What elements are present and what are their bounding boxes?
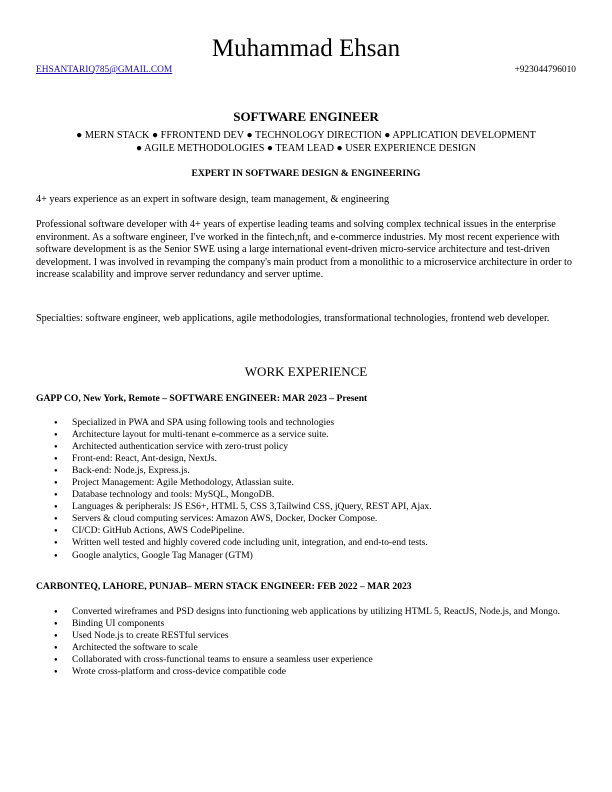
summary-paragraph: 4+ years experience as an expert in software design, team management, & engineering: [36, 194, 390, 205]
list-item: ● Architected authentication service with zero-trust policy: [36, 441, 566, 453]
candidate-name: Muhammad Ehsan: [211, 35, 401, 62]
summary-paragraph: Professional software developer with 4+ years of expertise leading teams and solving complex technical issues in the enterprise environment. As a software engineer, I've worked in the fintech,nft, and e-commerce industries. My most recent experience with software development is as the Senior SWE using a large international event-driven micro-service architecture and test-driven development. I was involved in revamping the company's main product from a monolithic to a microservice architecture in order to increase scalability and improve server redundancy and server uptime.: [36, 219, 572, 281]
expertise-subtitle: EXPERT IN SOFTWARE DESIGN & ENGINEERING: [191, 168, 421, 179]
skills-list: [36, 129, 576, 155]
phone-number: +923044796010: [514, 65, 576, 75]
list-item: ● Servers & cloud computing services: Amazon AWS, Docker, Docker Compose.: [36, 513, 566, 525]
list-item: ● Converted wireframes and PSD designs into functioning web applications by utilizing HTML 5, ReactJS, Node.js, and Mongo.: [36, 606, 566, 618]
list-item: ● Languages & peripherals: JS ES6+, HTML 5, CSS 3,Tailwind CSS, jQuery, REST API, Ajax.: [36, 501, 566, 513]
work-experience-heading: WORK EXPERIENCE: [244, 364, 368, 379]
list-item: ● Front-end: React, Ant-design, NextJs.: [36, 453, 566, 465]
email-link[interactable]: EHSANTARIQ785@GMAIL.COM: [36, 65, 173, 75]
skills-line: ● MERN STACK ● FFRONTEND DEV ● TECHNOLOGY DIRECTION ● APPLICATION DEVELOPMENT: [76, 130, 536, 141]
specialties-paragraph: Specialties: software engineer, web applications, agile methodologies, transformational technologies, frontend web developer.: [36, 313, 550, 324]
list-item: ● Back-end: Node.js, Express.js.: [36, 465, 566, 477]
list-item: ● Google analytics, Google Tag Manager (GTM): [36, 550, 566, 562]
list-item: ● Architected the software to scale: [36, 642, 566, 654]
list-item: ● Database technology and tools: MySQL, MongoDB.: [36, 489, 566, 501]
list-item: ● Specialized in PWA and SPA using following tools and technologies: [36, 417, 566, 429]
skills-line: ● AGILE METHODOLOGIES ● TEAM LEAD ● USER EXPERIENCE DESIGN: [135, 143, 476, 154]
list-item: ● Architecture layout for multi-tenant e-commerce as a service suite.: [36, 429, 566, 441]
job-bullet-list: [36, 606, 566, 678]
list-item: ● Wrote cross-platform and cross-device compatible code: [36, 666, 566, 678]
job-header: GAPP CO, New York, Remote – SOFTWARE ENGINEER: MAR 2023 – Present: [36, 393, 368, 404]
list-item: ● Used Node.js to create RESTful services: [36, 630, 566, 642]
list-item: ● Binding UI components: [36, 618, 566, 630]
job-title-heading: SOFTWARE ENGINEER: [233, 109, 379, 124]
list-item: ● Collaborated with cross-functional teams to ensure a seamless user experience: [36, 654, 566, 666]
list-item: ● CI/CD: GitHub Actions, AWS CodePipeline.: [36, 525, 566, 537]
job-bullet-list: [36, 417, 566, 562]
job-header: CARBONTEQ, LAHORE, PUNJAB– MERN STACK ENGINEER: FEB 2022 – MAR 2023: [36, 581, 412, 592]
list-item: ● Project Management: Agile Methodology, Atlassian suite.: [36, 477, 566, 489]
list-item: ● Written well tested and highly covered code including unit, integration, and end-to-end tests.: [36, 537, 566, 549]
